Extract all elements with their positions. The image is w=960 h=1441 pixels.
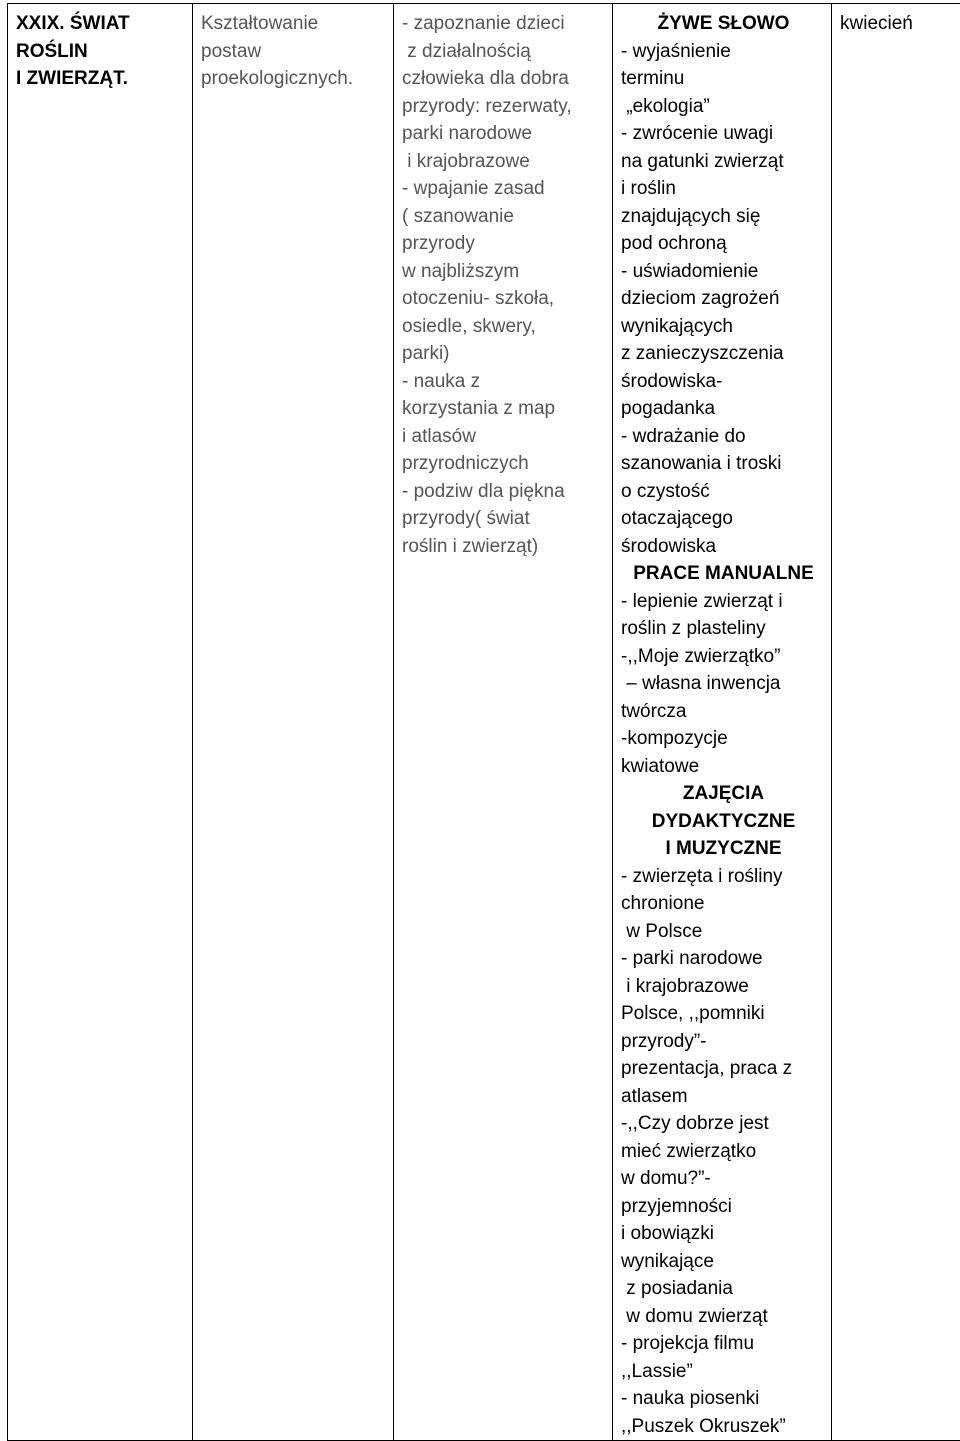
forms-line: środowiska: [621, 533, 826, 561]
forms-line: otaczającego: [621, 505, 826, 533]
task-line: przyrodniczych: [402, 450, 607, 478]
forms-line: szanowania i troski: [621, 450, 826, 478]
forms-line: środowiska-: [621, 368, 826, 396]
forms-line: przyjemności: [621, 1193, 826, 1221]
forms-line: - wyjaśnienie: [621, 38, 826, 66]
forms-line: „ekologia”: [621, 93, 826, 121]
task-line: i krajobrazowe: [402, 148, 607, 176]
forms-line: ,,Puszek Okruszek”: [621, 1413, 826, 1441]
task-line: przyrody: rezerwaty,: [402, 93, 607, 121]
forms-line: ,,Lassie”: [621, 1358, 826, 1386]
task-line: przyrody( świat: [402, 505, 607, 533]
forms-line: na gatunki zwierząt: [621, 148, 826, 176]
forms-line: znajdujących się: [621, 203, 826, 231]
forms-line: chronione: [621, 890, 826, 918]
forms-line: - projekcja filmu: [621, 1330, 826, 1358]
forms-line: z zanieczyszczenia: [621, 340, 826, 368]
task-line: - wpajanie zasad: [402, 175, 607, 203]
task-line: korzystania z map: [402, 395, 607, 423]
forms-line: wynikających: [621, 313, 826, 341]
task-line: ( szanowanie: [402, 203, 607, 231]
task-line: - zapoznanie dzieci: [402, 10, 607, 38]
forms-line: - zwierzęta i rośliny: [621, 863, 826, 891]
topic-line: I ZWIERZĄT.: [16, 65, 187, 93]
plan-table: [7, 3, 960, 1441]
month-cell: [832, 4, 960, 1441]
forms-line: i obowiązki: [621, 1220, 826, 1248]
forms-line: dzieciom zagrożeń: [621, 285, 826, 313]
goal-cell: [193, 4, 394, 1441]
task-line: z działalnością: [402, 38, 607, 66]
forms-line: – własna inwencja: [621, 670, 826, 698]
forms-line: i roślin: [621, 175, 826, 203]
task-line: człowieka dla dobra: [402, 65, 607, 93]
forms-line: - parki narodowe: [621, 945, 826, 973]
task-line: roślin i zwierząt): [402, 533, 607, 561]
forms-line: - zwrócenie uwagi: [621, 120, 826, 148]
forms-line: mieć zwierzątko: [621, 1138, 826, 1166]
task-line: przyrody: [402, 230, 607, 258]
forms-cell: [613, 4, 832, 1441]
forms-line: z posiadania: [621, 1275, 826, 1303]
forms-line: w domu zwierząt: [621, 1303, 826, 1331]
forms-line: twórcza: [621, 698, 826, 726]
topic-cell: [8, 4, 193, 1441]
forms-line: -kompozycje: [621, 725, 826, 753]
topic-line: ROŚLIN: [16, 38, 187, 66]
forms-line: -,,Moje zwierzątko”: [621, 643, 826, 671]
forms-line: pod ochroną: [621, 230, 826, 258]
task-line: otoczeniu- szkoła,: [402, 285, 607, 313]
forms-line: kwiatowe: [621, 753, 826, 781]
task-line: - podziw dla piękna: [402, 478, 607, 506]
goal-line: Kształtowanie: [201, 10, 388, 38]
forms-line: wynikające: [621, 1248, 826, 1276]
forms-line: pogadanka: [621, 395, 826, 423]
forms-line: atlasem: [621, 1083, 826, 1111]
forms-line: w domu?”-: [621, 1165, 826, 1193]
task-line: parki narodowe: [402, 120, 607, 148]
forms-line: w Polsce: [621, 918, 826, 946]
topic-line: XXIX. ŚWIAT: [16, 10, 187, 38]
tasks-cell: [394, 4, 613, 1441]
section-heading-i-muzyczne: I MUZYCZNE: [621, 835, 826, 863]
forms-line: - lepienie zwierząt i: [621, 588, 826, 616]
table-row: [8, 4, 960, 1441]
forms-line: - uświadomienie: [621, 258, 826, 286]
forms-line: terminu: [621, 65, 826, 93]
section-heading-prace-manualne: PRACE MANUALNE: [621, 560, 826, 588]
forms-line: roślin z plasteliny: [621, 615, 826, 643]
task-line: osiedle, skwery,: [402, 313, 607, 341]
task-line: parki): [402, 340, 607, 368]
task-line: w najbliższym: [402, 258, 607, 286]
task-line: - nauka z: [402, 368, 607, 396]
forms-line: - nauka piosenki: [621, 1385, 826, 1413]
section-heading-zywe-slowo: ŻYWE SŁOWO: [621, 10, 826, 38]
forms-line: prezentacja, praca z: [621, 1055, 826, 1083]
goal-line: proekologicznych.: [201, 65, 388, 93]
task-line: i atlasów: [402, 423, 607, 451]
forms-line: Polsce, ,,pomniki: [621, 1000, 826, 1028]
section-heading-dydaktyczne: DYDAKTYCZNE: [621, 808, 826, 836]
goal-line: postaw: [201, 38, 388, 66]
forms-line: - wdrażanie do: [621, 423, 826, 451]
section-heading-zajecia: ZAJĘCIA: [621, 780, 826, 808]
forms-line: o czystość: [621, 478, 826, 506]
forms-line: -,,Czy dobrze jest: [621, 1110, 826, 1138]
forms-line: przyrody”-: [621, 1028, 826, 1056]
month-label: kwiecień: [840, 10, 960, 38]
forms-line: i krajobrazowe: [621, 973, 826, 1001]
